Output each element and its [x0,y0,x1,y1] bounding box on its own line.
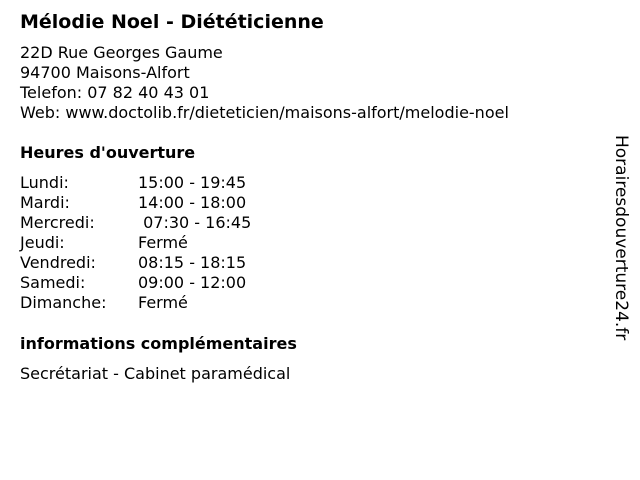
hours-row-saturday [20,273,600,293]
hours-row-friday [20,253,600,273]
opening-hours-table [20,173,600,313]
hours-row-sunday [20,293,600,313]
contact-block [20,43,600,123]
day-label: Lundi: [20,173,69,192]
time-range: 08:15 - 18:15 [138,253,247,272]
hours-row-thursday [20,233,600,253]
day-label: Mercredi: [20,213,95,232]
time-range: 15:00 - 19:45 [138,173,247,192]
hours-row-tuesday [20,193,600,213]
additional-info-heading: informations complémentaires [20,334,297,353]
business-listing [20,10,600,384]
time-range: Fermé [138,293,188,312]
time-range: 14:00 - 18:00 [138,193,247,212]
hours-row-monday [20,173,600,193]
address-street: 22D Rue Georges Gaume [20,43,223,62]
day-label: Samedi: [20,273,86,292]
additional-info-text: Secrétariat - Cabinet paramédical [20,364,291,383]
time-range: Fermé [138,233,188,252]
day-label: Vendredi: [20,253,96,272]
day-label: Dimanche: [20,293,107,312]
day-label: Mardi: [20,193,70,212]
day-label: Jeudi: [20,233,65,252]
website-link[interactable]: Web: www.doctolib.fr/dieteticien/maisons-alfort/melodie-noel [20,103,509,122]
phone-number: Telefon: 07 82 40 43 01 [20,83,210,102]
time-range: 07:30 - 16:45 [138,213,252,232]
vertical-brand-watermark [611,135,631,375]
business-name: Mélodie Noel - Diététicienne [20,11,324,33]
brand-text: Horairesdouverture24.fr [611,135,631,341]
address-city: 94700 Maisons-Alfort [20,63,190,82]
hours-row-wednesday [20,213,600,233]
time-range: 09:00 - 12:00 [138,273,247,292]
opening-hours-heading: Heures d'ouverture [20,143,196,162]
